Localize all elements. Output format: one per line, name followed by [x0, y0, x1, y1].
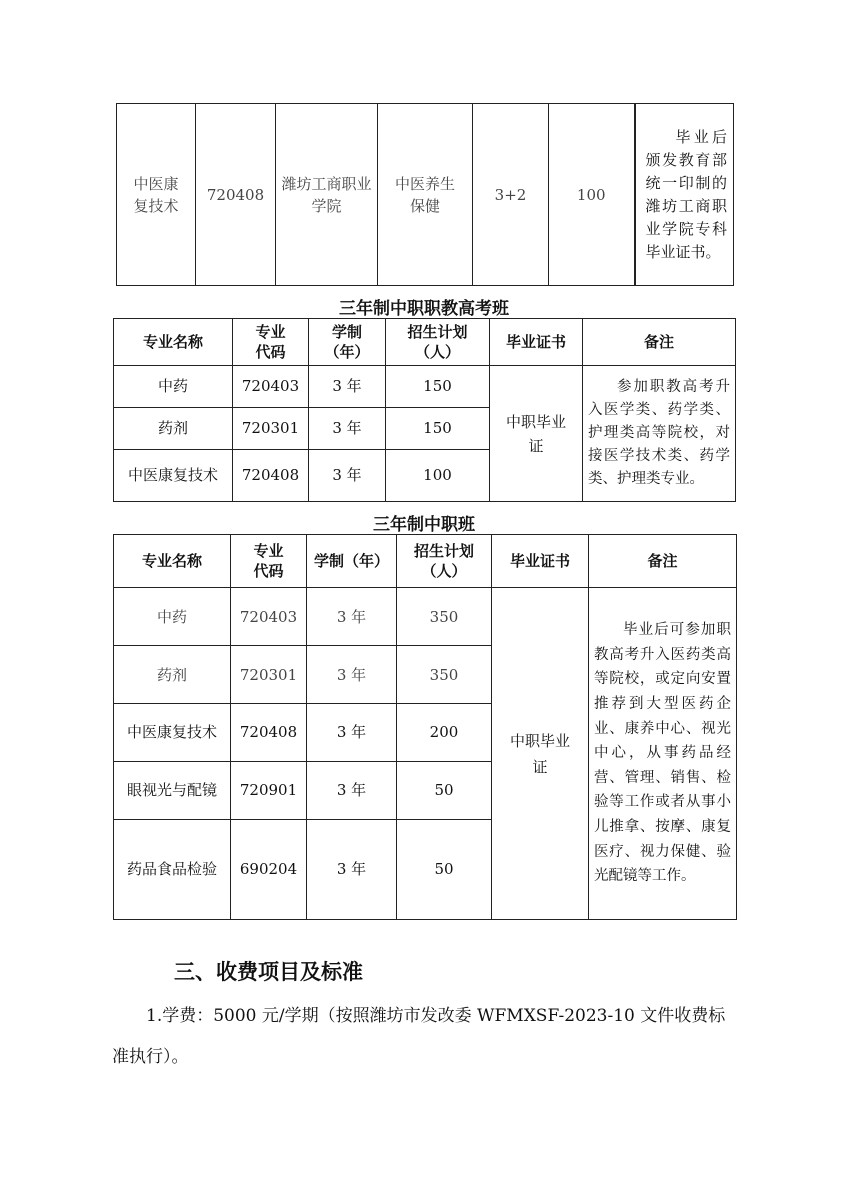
school-system-cell: 3 年 — [307, 588, 397, 646]
header-enrollment-plan: 招生计划（人） — [397, 535, 492, 588]
header-enrollment-plan: 招生计划（人） — [386, 319, 490, 366]
header-note: 备注 — [583, 319, 736, 366]
major-name-cell: 中药 — [114, 366, 233, 408]
target-major-cell: 中医养生保健 — [378, 104, 473, 286]
school-system-cell: 3 年 — [309, 408, 386, 450]
school-system-cell: 3 年 — [307, 820, 397, 920]
school-system-cell: 3 年 — [307, 646, 397, 704]
header-major-code: 专业代码 — [231, 535, 307, 588]
note-cell: 毕业后可参加职教高考升入医药类高等院校，或定向安置推荐到大型医药企业、康养中心、视光中心，从事药品经营、管理、销售、检验等工作或者从事小儿推拿、按摩、康复医疗、视力保健、验光配镜等工作。 — [589, 588, 737, 920]
note-cell: 参加职教高考升入医学类、药学类、护理类高等院校，对接医学技术类、药学类、护理类专业。 — [583, 366, 736, 502]
major-code-cell: 720408 — [233, 450, 309, 502]
enrollment-plan-cell: 200 — [397, 704, 492, 762]
secondary-vocational-class-table — [113, 534, 737, 920]
major-name-cell: 中医康复技术 — [114, 704, 231, 762]
top-continuation-table — [116, 103, 734, 286]
enrollment-plan-cell: 100 — [386, 450, 490, 502]
school-system-cell: 3 年 — [309, 366, 386, 408]
enrollment-plan-cell: 350 — [397, 646, 492, 704]
enrollment-plan-cell: 50 — [397, 762, 492, 820]
header-certificate: 毕业证书 — [492, 535, 589, 588]
major-name-cell: 眼视光与配镜 — [114, 762, 231, 820]
major-code-cell: 720301 — [231, 646, 307, 704]
table-row — [114, 588, 737, 646]
major-code-cell: 720403 — [233, 366, 309, 408]
school-system-cell: 3 年 — [307, 762, 397, 820]
tuition-paragraph: 1.学费：5000 元/学期（按照潍坊市发改委 WFMXSF-2023-10 文件收费标准执行）。 — [112, 1006, 726, 1067]
major-code-cell: 720408 — [196, 104, 276, 286]
major-code-cell: 690204 — [231, 820, 307, 920]
major-name-cell: 药品食品检验 — [114, 820, 231, 920]
school-system-cell: 3 年 — [309, 450, 386, 502]
major-code-cell: 720408 — [231, 704, 307, 762]
major-code-cell: 720901 — [231, 762, 307, 820]
college-cell: 潍坊工商职业学院 — [276, 104, 378, 286]
major-name-cell: 药剂 — [114, 646, 231, 704]
enrollment-plan-cell: 50 — [397, 820, 492, 920]
table1-title: 三年制中职职教高考班 — [339, 299, 509, 319]
table2-title: 三年制中职班 — [373, 515, 475, 535]
enrollment-plan-cell: 150 — [386, 366, 490, 408]
school-system-cell: 3 年 — [307, 704, 397, 762]
major-name-cell: 中药 — [114, 588, 231, 646]
section-heading: 三、收费项目及标准 — [174, 960, 363, 984]
header-school-system: 学制（年） — [309, 319, 386, 366]
table-row — [114, 366, 736, 408]
major-name-cell: 药剂 — [114, 408, 233, 450]
major-name-cell: 中医康复技术 — [117, 104, 196, 286]
header-major-name: 专业名称 — [114, 535, 231, 588]
enrollment-plan-cell: 100 — [549, 104, 635, 286]
vocational-exam-class-table — [113, 318, 736, 502]
header-note: 备注 — [589, 535, 737, 588]
header-major-code: 专业代码 — [233, 319, 309, 366]
note-cell: 毕业后颁发教育部统一印制的潍坊工商职业学院专科毕业证书。 — [635, 104, 734, 286]
certificate-cell: 中职毕业证 — [490, 366, 583, 502]
major-code-cell: 720403 — [231, 588, 307, 646]
enrollment-plan-cell: 150 — [386, 408, 490, 450]
header-major-name: 专业名称 — [114, 319, 233, 366]
certificate-cell: 中职毕业证 — [492, 588, 589, 920]
header-certificate: 毕业证书 — [490, 319, 583, 366]
header-school-system: 学制（年） — [307, 535, 397, 588]
enrollment-plan-cell: 350 — [397, 588, 492, 646]
school-system-cell: 3+2 — [473, 104, 549, 286]
major-code-cell: 720301 — [233, 408, 309, 450]
major-name-cell: 中医康复技术 — [114, 450, 233, 502]
